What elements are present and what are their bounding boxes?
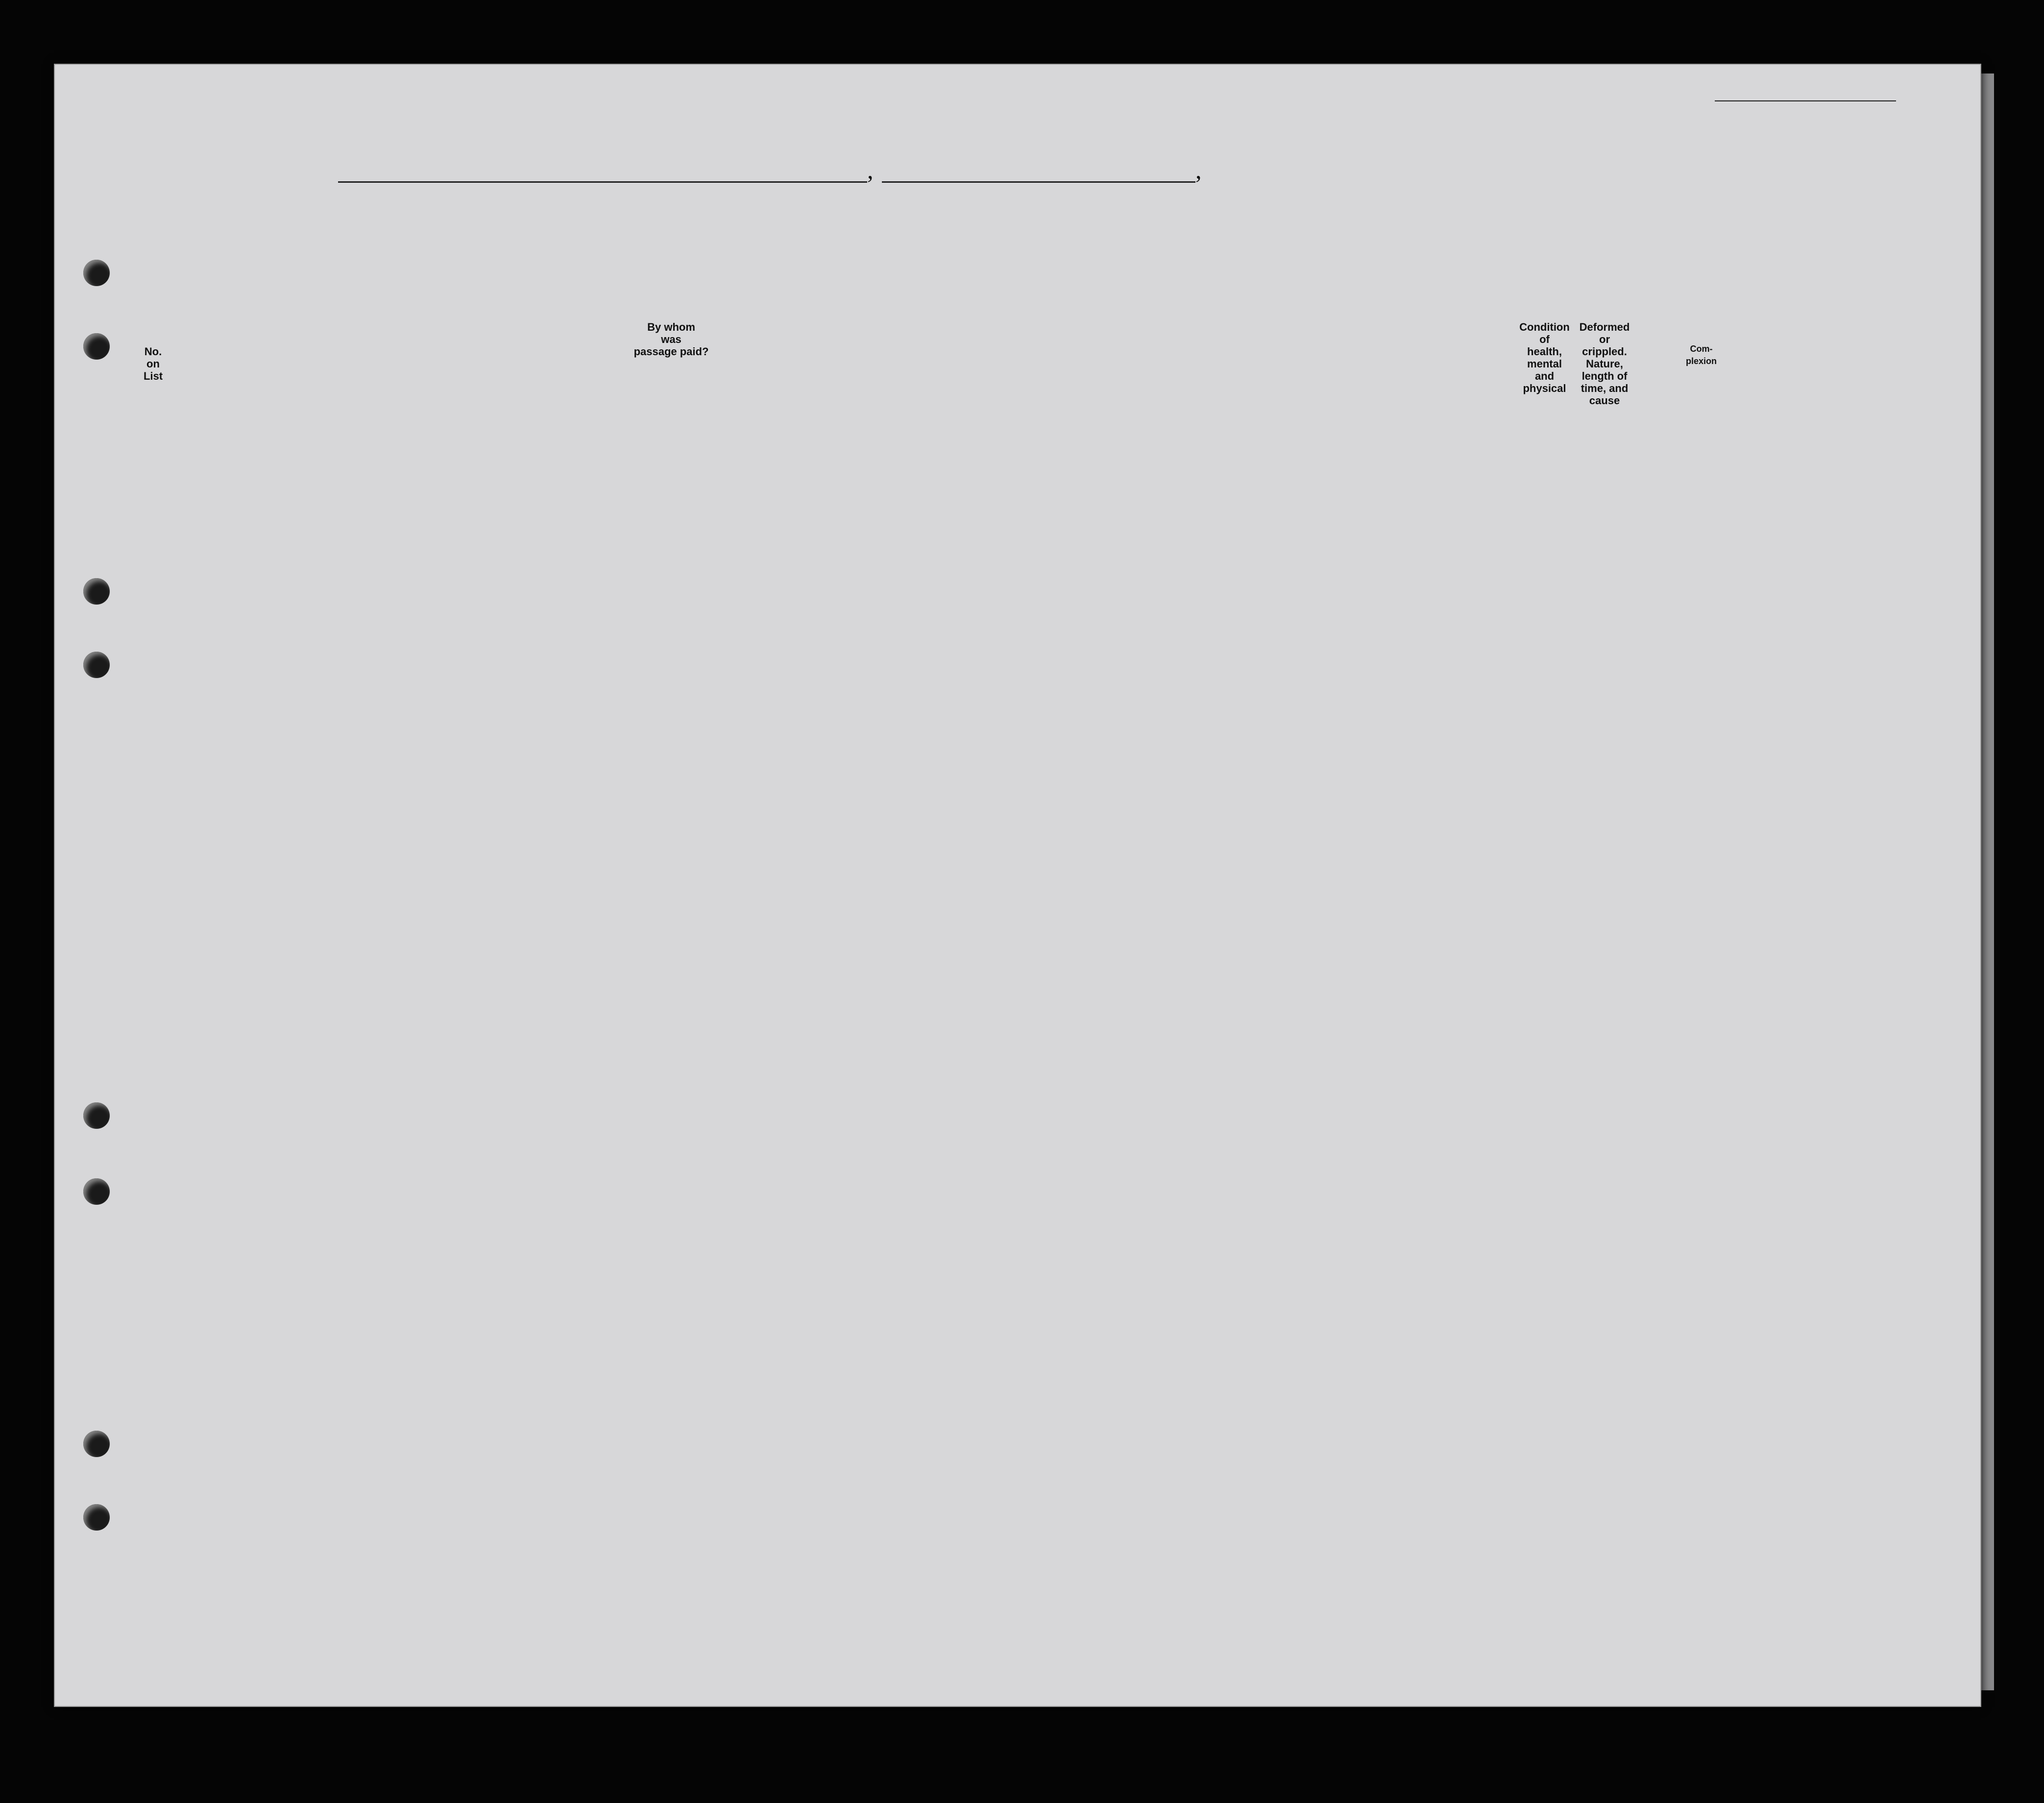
col-24b-header — [1188, 314, 1217, 414]
col-27-header — [1356, 306, 1371, 414]
col-20-header: By whom was passage paid? — [633, 321, 709, 358]
col-25-header — [1298, 306, 1328, 414]
col-33-inches — [1661, 372, 1676, 416]
col-26-header — [1335, 306, 1350, 414]
col-34-header: Com- plexion — [1685, 344, 1717, 366]
col-33-feet — [1638, 372, 1653, 416]
col-28-header — [1379, 306, 1433, 414]
col-29-header — [1436, 306, 1470, 414]
col-32-header: Deformed or crippled. Nature, length of time, and cause — [1579, 321, 1630, 407]
col-24c-header — [1266, 314, 1286, 414]
col-19-header — [592, 306, 613, 416]
col-30-header — [1477, 306, 1507, 414]
col-31-header: Condition of health, mental and physical — [1519, 321, 1570, 394]
col-16-header: No. on List — [143, 345, 163, 382]
col-21-header — [718, 306, 739, 416]
col-24a-header — [1144, 314, 1178, 414]
